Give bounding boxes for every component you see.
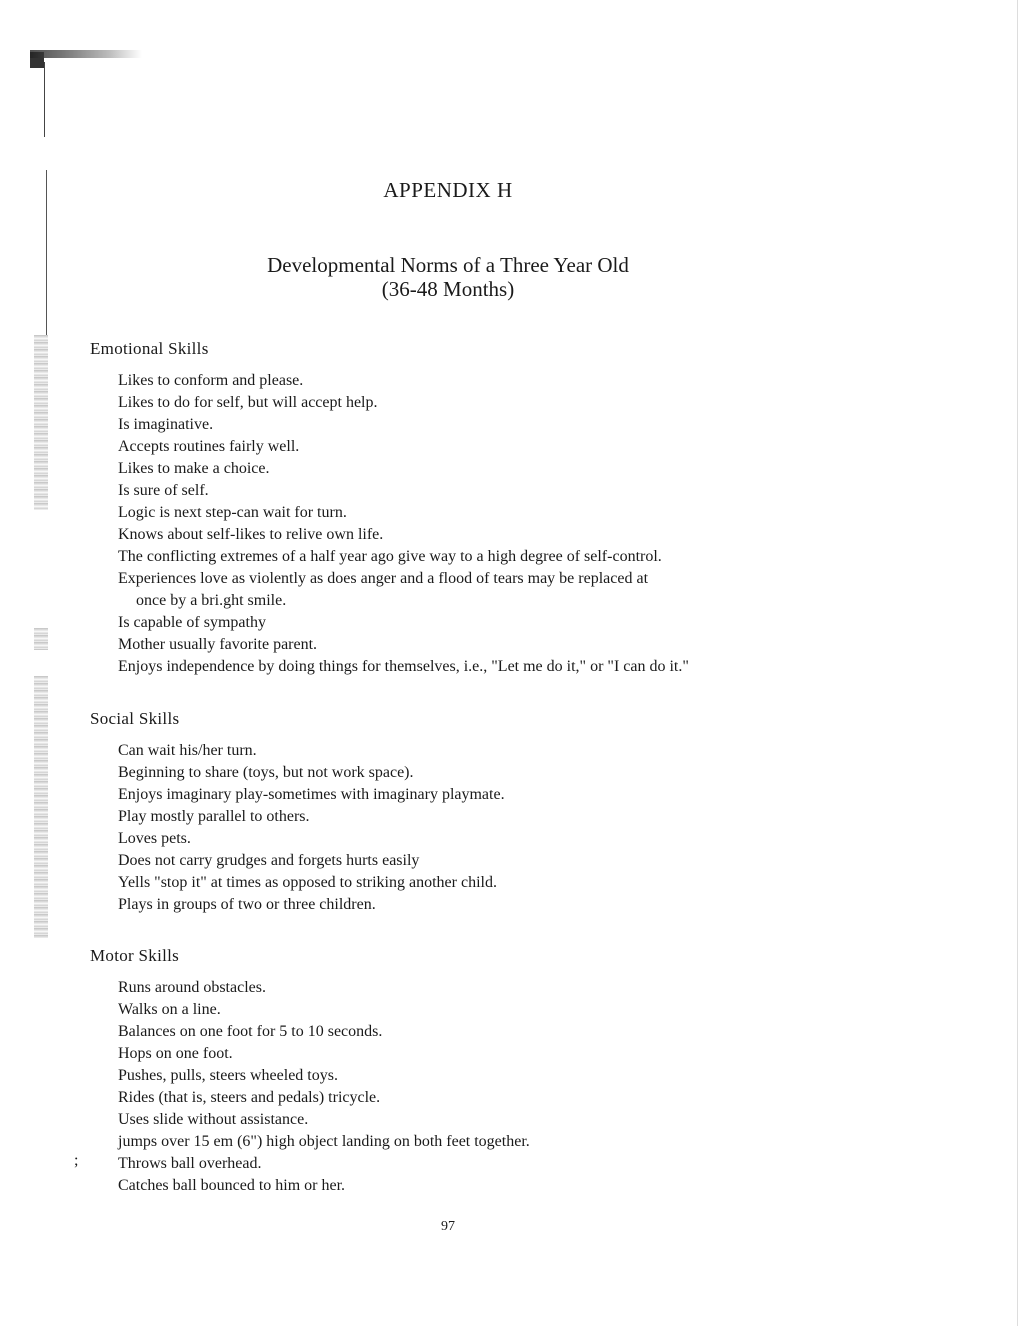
list-item: Likes to do for self, but will accept help. bbox=[118, 394, 378, 411]
list-item: Enjoys independence by doing things for themselves, i.e., "Let me do it," or "I can do it." bbox=[118, 658, 689, 675]
section-heading-motor: Motor Skills bbox=[90, 946, 180, 965]
list-item: Knows about self-likes to relive own life. bbox=[118, 526, 384, 543]
scan-artifact bbox=[34, 335, 48, 510]
list-item: jumps over 15 em (6") high object landing on both feet together. bbox=[118, 1133, 530, 1150]
list-item: Yells "stop it" at times as opposed to striking another child. bbox=[118, 874, 497, 891]
list-item: Runs around obstacles. bbox=[118, 979, 266, 996]
list-item: Uses slide without assistance. bbox=[118, 1111, 309, 1128]
scan-artifact bbox=[1017, 0, 1018, 1326]
stray-punctuation-mark: ; bbox=[74, 1152, 79, 1169]
document-title bbox=[0, 253, 896, 301]
scan-artifact bbox=[30, 50, 142, 58]
scan-artifact bbox=[44, 62, 45, 137]
appendix-label: APPENDIX H bbox=[383, 178, 513, 202]
list-item: Catches ball bounced to him or her. bbox=[118, 1177, 346, 1194]
list-item: Logic is next step-can wait for turn. bbox=[118, 504, 347, 521]
list-item: Rides (that is, steers and pedals) tricycle. bbox=[118, 1089, 381, 1106]
list-item-continuation: once by a bri.ght smile. bbox=[136, 592, 287, 609]
document-subtitle-line: (36-48 Months) bbox=[381, 277, 515, 301]
list-item: Pushes, pulls, steers wheeled toys. bbox=[118, 1067, 338, 1084]
social-skills-list bbox=[118, 740, 505, 916]
document-title-line: Developmental Norms of a Three Year Old bbox=[267, 253, 629, 277]
list-item: Mother usually favorite parent. bbox=[118, 636, 318, 653]
list-item: Likes to make a choice. bbox=[118, 460, 270, 477]
scan-artifact bbox=[34, 676, 48, 938]
list-item: Walks on a line. bbox=[118, 1001, 221, 1018]
motor-skills-list bbox=[118, 977, 530, 1197]
list-item: Plays in groups of two or three children. bbox=[118, 896, 376, 913]
list-item: Experiences love as violently as does anger and a flood of tears may be replaced at bbox=[118, 570, 649, 587]
list-item: Beginning to share (toys, but not work space). bbox=[118, 764, 414, 781]
list-item: Is sure of self. bbox=[118, 482, 209, 499]
list-item: Accepts routines fairly well. bbox=[118, 438, 300, 455]
list-item: Loves pets. bbox=[118, 830, 191, 847]
list-item: Is imaginative. bbox=[118, 416, 214, 433]
page-number: 97 bbox=[441, 1219, 455, 1234]
list-item: Likes to conform and please. bbox=[118, 372, 304, 389]
emotional-skills-list bbox=[118, 370, 689, 678]
list-item: Hops on one foot. bbox=[118, 1045, 233, 1062]
list-item: Play mostly parallel to others. bbox=[118, 808, 310, 825]
scan-artifact bbox=[34, 628, 48, 650]
list-item: Can wait his/her turn. bbox=[118, 742, 257, 759]
list-item: Is capable of sympathy bbox=[118, 614, 266, 631]
list-item: Does not carry grudges and forgets hurts easily bbox=[118, 852, 420, 869]
list-item: Throws ball overhead. bbox=[118, 1155, 262, 1172]
section-heading-emotional: Emotional Skills bbox=[90, 339, 209, 358]
list-item: Balances on one foot for 5 to 10 seconds. bbox=[118, 1023, 383, 1040]
section-heading-social: Social Skills bbox=[90, 709, 180, 728]
list-item: Enjoys imaginary play-sometimes with imaginary playmate. bbox=[118, 786, 505, 803]
list-item: The conflicting extremes of a half year ago give way to a high degree of self-control. bbox=[118, 548, 662, 565]
